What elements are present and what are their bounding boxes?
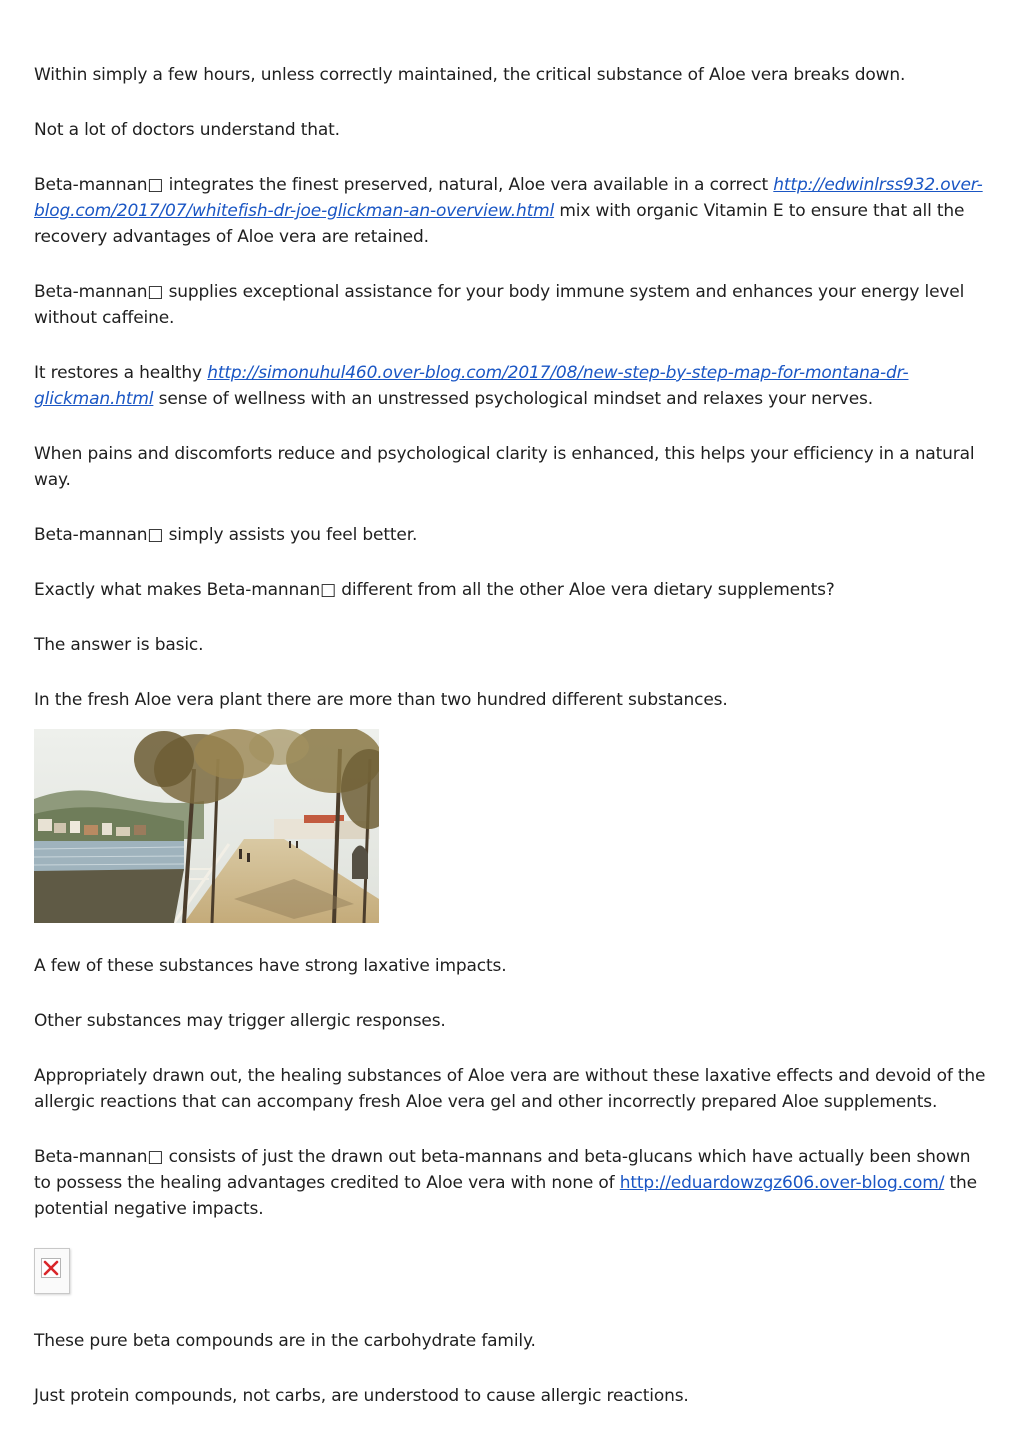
paragraph-13: Appropriately drawn out, the healing substances of Aloe vera are without these laxative effects and devoid of the allergic reactions that can accompany fresh Aloe vera gel and other incorrectly prepared Aloe supplements. <box>34 1066 986 1112</box>
paragraph-9: The answer is basic. <box>34 635 204 655</box>
paragraph-5-text-end: sense of wellness with an unstressed psychological mindset and relaxes your nerves. <box>153 389 873 409</box>
paragraph-11: A few of these substances have strong laxative impacts. <box>34 956 507 976</box>
paragraph-14-text-start: Beta-mannan□ consists of just the drawn out beta-mannans and beta-glucans which have actually been shown to possess the healing advantages credited to Aloe vera with none of <box>34 1147 971 1193</box>
link-simonuhul460[interactable]: http://simonuhul460.over-blog.com/2017/08/new-step-by-step-map-for-montana-dr-glickman.html <box>34 363 909 409</box>
paragraph-16: Just protein compounds, not carbs, are understood to cause allergic reactions. <box>34 1386 689 1406</box>
link-edwinlrss932[interactable]: http://edwinlrss932.over-blog.com/2017/07/whitefish-dr-joe-glickman-an-overview.html <box>34 175 983 221</box>
paragraph-2: Not a lot of doctors understand that. <box>34 120 340 140</box>
paragraph-8: Exactly what makes Beta-mannan□ different from all the other Aloe vera dietary supplements? <box>34 580 835 600</box>
landscape-painting <box>34 729 379 923</box>
paragraph-1: Within simply a few hours, unless correctly maintained, the critical substance of Aloe vera breaks down. <box>34 65 906 85</box>
paragraph-14-text-end: the potential negative impacts. <box>34 1173 977 1219</box>
paragraph-3 <box>34 172 990 250</box>
paragraph-5-text-start: It restores a healthy <box>34 363 208 383</box>
paragraph-3-text-end: mix with organic Vitamin E to ensure that all the recovery advantages of Aloe vera are retained. <box>34 201 965 247</box>
link-eduardowzgz606[interactable]: http://eduardowzgz606.over-blog.com/ <box>619 1173 945 1193</box>
document-body <box>34 62 990 1409</box>
paragraph-10: In the fresh Aloe vera plant there are more than two hundred different substances. <box>34 690 728 710</box>
paragraph-5 <box>34 360 990 412</box>
paragraph-6: When pains and discomforts reduce and psychological clarity is enhanced, this helps your efficiency in a natural way. <box>34 444 975 490</box>
paragraph-4: Beta-mannan□ supplies exceptional assistance for your body immune system and enhances your energy level without caffeine. <box>34 282 965 328</box>
paragraph-14 <box>34 1144 990 1222</box>
paragraph-7: Beta-mannan□ simply assists you feel better. <box>34 525 418 545</box>
broken-image-icon <box>34 1248 70 1294</box>
paragraph-15: These pure beta compounds are in the carbohydrate family. <box>34 1331 536 1351</box>
paragraph-3-text-start: Beta-mannan□ integrates the finest preserved, natural, Aloe vera available in a correct <box>34 175 774 195</box>
paragraph-12: Other substances may trigger allergic responses. <box>34 1011 446 1031</box>
